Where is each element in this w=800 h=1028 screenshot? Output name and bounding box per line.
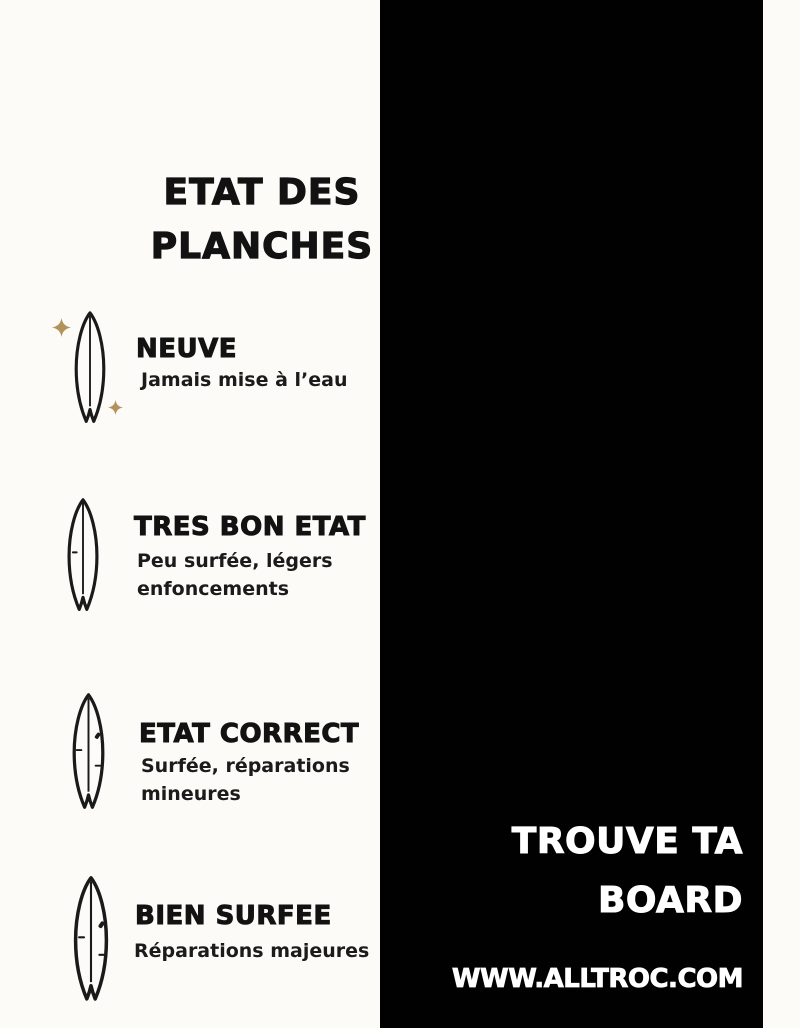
brand-tagline-line2: BOARD (597, 880, 743, 921)
condition-description: Jamais mise à l’eau (141, 369, 348, 391)
surfboard-new-sparkles-icon (68, 311, 112, 427)
condition-name: ETAT CORRECT (139, 719, 360, 749)
condition-description: Surfée, réparations mineures (141, 755, 350, 805)
brand-tagline (403, 812, 743, 930)
condition-name: TRES BON ETAT (134, 512, 366, 542)
surfboard-major-repairs-icon (70, 872, 112, 1009)
brand-panel (380, 0, 763, 1028)
page-title (137, 166, 387, 274)
condition-description: Peu surfée, légers enfoncements (137, 550, 333, 600)
condition-name: NEUVE (136, 334, 238, 364)
condition-description: Réparations majeures (134, 940, 370, 962)
surfboard-light-dents-icon (64, 493, 102, 620)
brand-tagline-line1: TROUVE TA (511, 821, 743, 862)
page-title-line1: ETAT DES (163, 172, 361, 213)
condition-name: BIEN SURFEE (135, 901, 332, 931)
surfboard-minor-repairs-icon (69, 690, 108, 816)
website-link[interactable]: WWW.ALLTROC.COM (451, 964, 743, 994)
page-title-line2: PLANCHES (150, 226, 374, 267)
